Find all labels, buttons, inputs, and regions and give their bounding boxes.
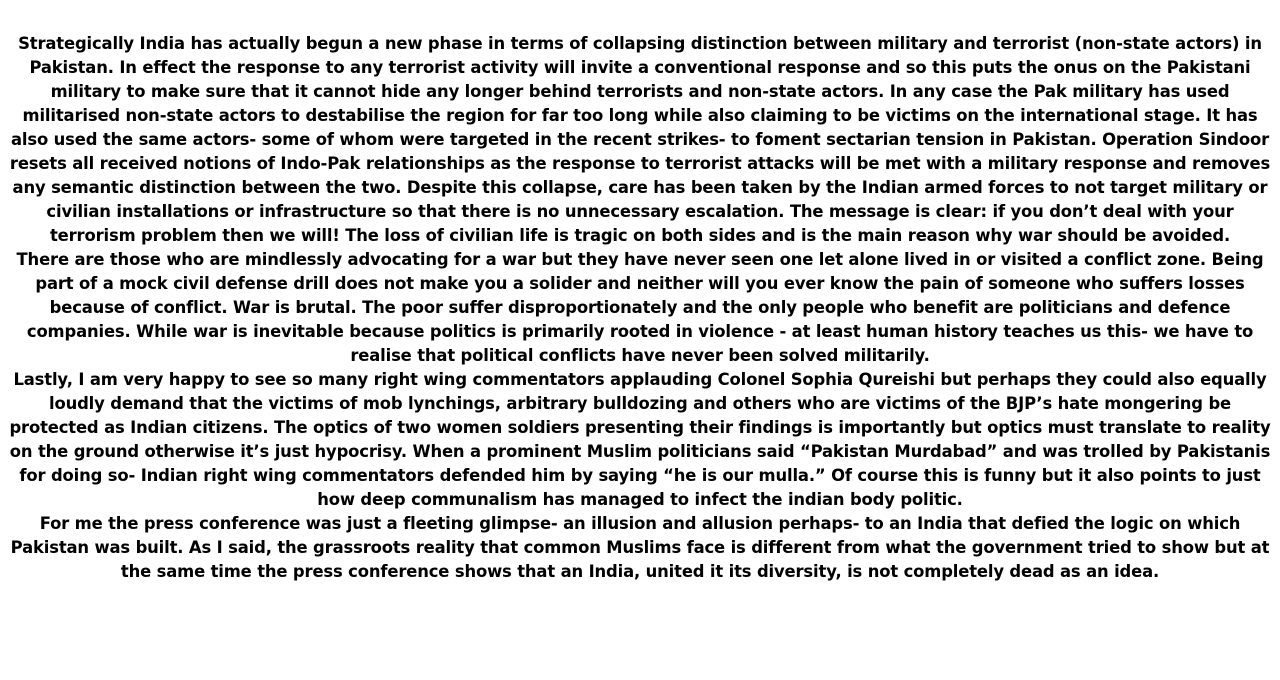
paragraph-3: Lastly, I am very happy to see so many right wing commentators applauding Colonel Sophia Qureishi but perhaps they could also equally loudly demand that the victims of mob lynchings, arbitrary bulldozing and others who are victims of the BJP’s hate mongering be protected as Indian citizens. The optics of two women soldiers presenting their findings is importantly but optics must translate to reality on the ground otherwise it’s just hypocrisy. When a prominent Muslim politicians said “Pakistan Murdabad” and was trolled by Pakistanis for doing so- Indian right wing commentators defended him by saying “he is our mulla.” Of course this is funny but it also points to just how deep communalism has managed to infect the indian body politic.: [9, 370, 1271, 509]
paragraph-4: For me the press conference was just a fleeting glimpse- an illusion and allusion perhaps- to an India that defied the logic on which Pakistan was built. As I said, the grassroots reality that common Muslims face is different from what the government tried to show but at the same time the press conference shows that an India, united it its diversity, is not completely dead as an idea.: [10, 514, 1270, 581]
paragraph-2: There are those who are mindlessly advocating for a war but they have never seen one let alone lived in or visited a conflict zone. Being part of a mock civil defense drill does not make you a solider and neither will you ever know the pain of someone who suffers losses because of conflict. War is brutal. The poor suffer disproportionately and the only people who benefit are politicians and defence companies. While war is inevitable because politics is primarily rooted in violence - at least human history teaches us this- we have to realise that political conflicts have never been solved militarily.: [16, 250, 1264, 365]
document-body: [0, 32, 1280, 584]
paragraph-1: Strategically India has actually begun a new phase in terms of collapsing distinction between military and terrorist (non-state actors) in Pakistan. In effect the response to any terrorist activity will invite a conventional response and so this puts the onus on the Pakistani military to make sure that it cannot hide any longer behind terrorists and non-state actors. In any case the Pak military has used militarised non-state actors to destabilise the region for far too long while also claiming to be victims on the international stage. It has also used the same actors- some of whom were targeted in the recent strikes- to foment sectarian tension in Pakistan. Operation Sindoor resets all received notions of Indo-Pak relationships as the response to terrorist attacks will be met with a military response and removes any semantic distinction between the two. Despite this collapse, care has been taken by the Indian armed forces to not target military or civilian installations or infrastructure so that there is no unnecessary escalation. The message is clear: if you don’t deal with your terrorism problem then we will! The loss of civilian life is tragic on both sides and is the main reason why war should be avoided.: [9, 34, 1271, 245]
